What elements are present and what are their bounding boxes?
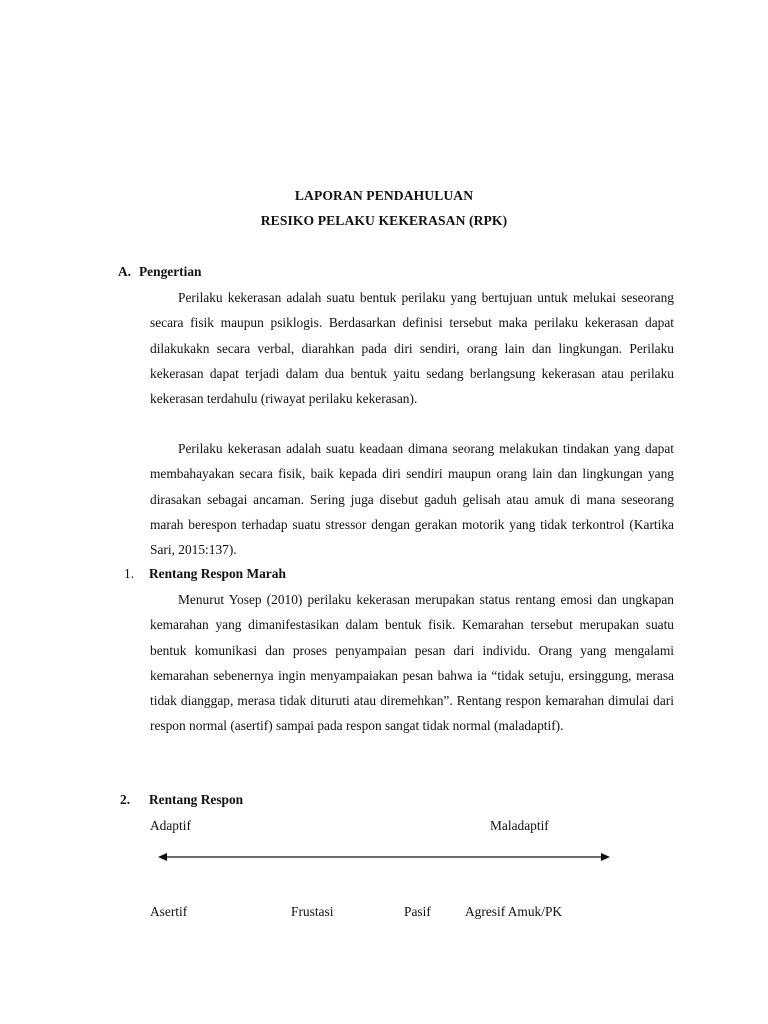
response-pasif: Pasif — [404, 904, 431, 919]
subsection-1-marker: 1. — [124, 566, 135, 581]
section-a-heading: Pengertian — [139, 264, 202, 279]
response-agresif: Agresif Amuk/PK — [465, 904, 563, 919]
subsection-1-paragraph: Menurut Yosep (2010) perilaku kekerasan merupakan status rentang emosi dan ungkapan kemarahan yang dimanifestasikan dalam bentuk fisik. Kemarahan tersebut merupakan suatu bentuk komunikasi dan proses penyampaian pesan dari individu. Orang yang mengalami kemarahan sebenernya ingin menyampaiakan pesan bahwa ia “tidak setuju, ersinggung, merasa tidak dianggap, merasa tidak dituruti atau diremehkan”. Rentang respon kemarahan dimulai dari respon normal (asertif) sampai pada respon sangat tidak normal (maladaptif). — [150, 592, 674, 734]
section-a-paragraph-1: Perilaku kekerasan adalah suatu bentuk perilaku yang bertujuan untuk melukai seseorang secara fisik maupun psiklogis. Berdasarkan definisi tersebut maka perilaku kekerasan dapat dilakukakn secara verbal, diarahkan pada diri sendiri, orang lain dan lingkungan. Perilaku kekerasan dapat terjadi dalam dua bentuk yaitu sedang berlangsung kekerasan atau perilaku kekerasan terdahulu (riwayat perilaku kekerasan). — [150, 290, 674, 407]
subsection-2-marker: 2. — [120, 792, 131, 807]
response-frustasi: Frustasi — [291, 904, 334, 919]
subsection-2-heading: Rentang Respon — [149, 792, 244, 807]
section-a-paragraph-2: Perilaku kekerasan adalah suatu keadaan dimana seorang melakukan tindakan yang dapat membahayakan secara fisik, baik kepada diri sendiri maupun orang lain dan lingkungan yang dirasakan sebagai ancaman. Sering juga disebut gaduh gelisah atau amuk di mana seseorang marah berespon terhadap suatu stressor dengan gerakan motorik yang tidak terkontrol (Kartika Sari, 2015:137). — [150, 441, 674, 558]
scale-label-adaptif: Adaptif — [150, 818, 191, 833]
double-arrow-icon — [158, 848, 610, 866]
scale-label-maladaptif: Maladaptif — [490, 818, 549, 833]
title-line-2: RESIKO PELAKU KEKERASAN (RPK) — [260, 213, 508, 228]
subsection-1-heading: Rentang Respon Marah — [149, 566, 286, 581]
response-asertif: Asertif — [150, 904, 188, 919]
title-line-1: LAPORAN PENDAHULUAN — [294, 188, 474, 203]
section-a-marker: A. — [118, 264, 132, 279]
